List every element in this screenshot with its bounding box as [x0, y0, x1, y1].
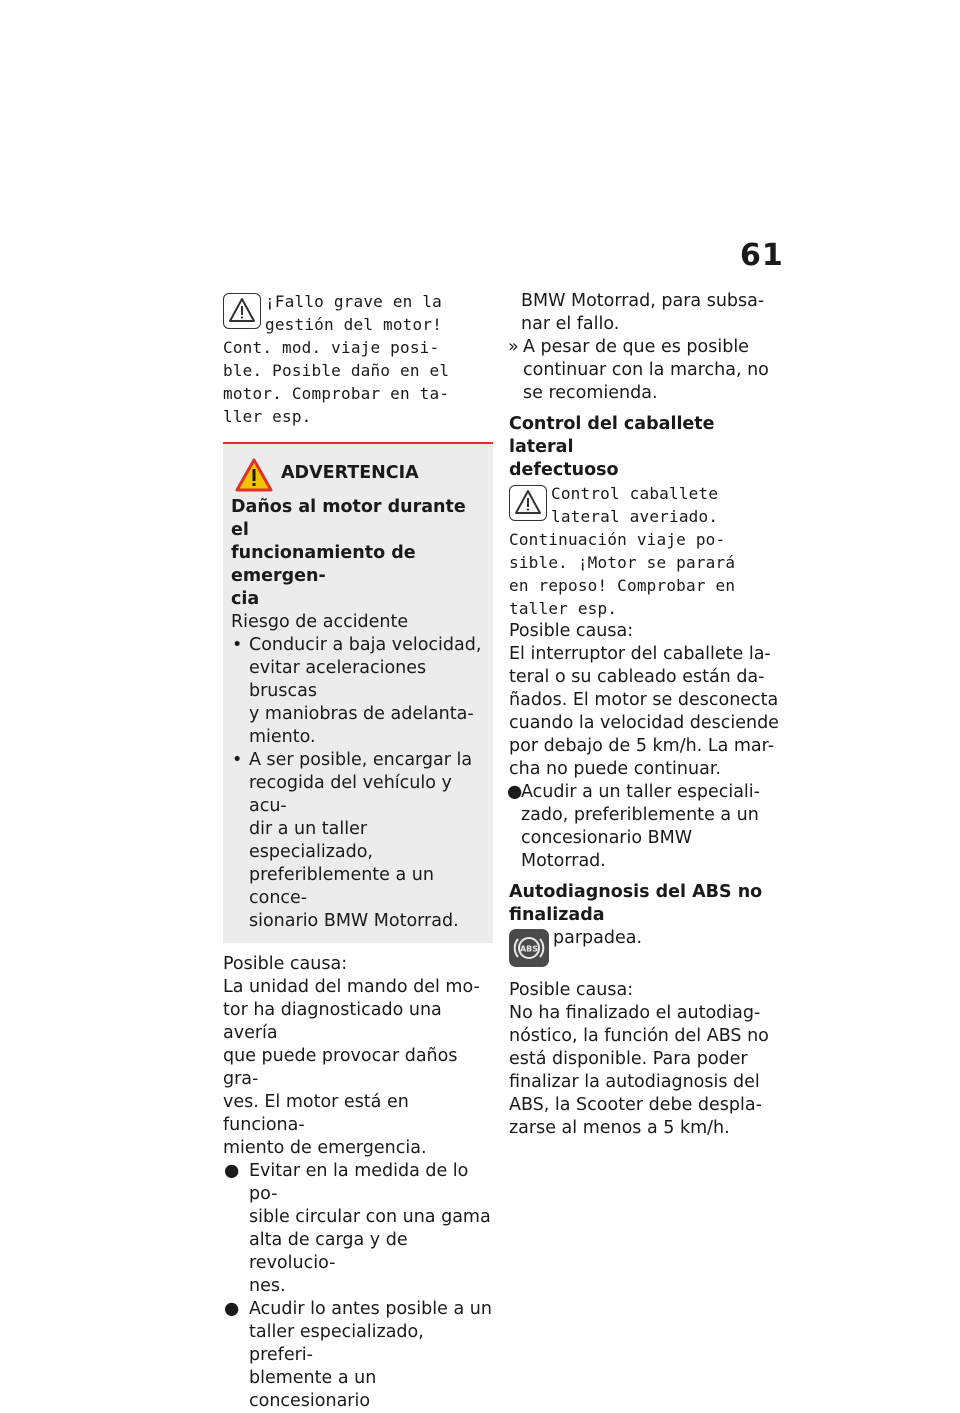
- warning-display-icon: [223, 293, 261, 329]
- bullet-icon: •: [232, 635, 243, 655]
- left-column: [223, 290, 493, 1413]
- bullet-line: y maniobras de adelanta-: [249, 704, 474, 724]
- display-line: ¡Fallo grave en la: [265, 292, 442, 311]
- display-line: Cont. mod. viaje posi-: [223, 338, 440, 357]
- section-title-line: Control del caballete lateral: [509, 414, 715, 457]
- warning-bullets: [231, 634, 483, 933]
- warning-heading-line: Daños al motor durante el: [231, 497, 466, 540]
- engine-fault-cause: [223, 953, 493, 1160]
- bullet-line: A ser posible, encargar la: [249, 750, 473, 770]
- result-line: se recomienda.: [523, 383, 658, 403]
- cause-line: La unidad del mando del mo-: [223, 977, 480, 997]
- cause-line: El interruptor del caballete la-: [509, 644, 771, 664]
- cause-line: zarse al menos a 5 km/h.: [509, 1118, 730, 1138]
- action-line: blemente a un concesionario: [249, 1368, 377, 1411]
- display-line: Control caballete: [551, 484, 719, 503]
- cause-line: ABS, la Scooter debe despla-: [509, 1095, 762, 1115]
- warning-title: ADVERTENCIA: [281, 463, 419, 483]
- result-list: [509, 336, 781, 405]
- action-line: alta de carga y de revolucio-: [249, 1230, 408, 1273]
- bullet-icon: ●: [507, 782, 523, 802]
- display-line: taller esp.: [509, 599, 618, 618]
- display-line: Continuación viaje po-: [509, 530, 726, 549]
- warning-triangle-icon: [235, 458, 273, 492]
- warning-bullet: [231, 634, 483, 749]
- cause-line: por debajo de 5 km/h. La mar-: [509, 736, 775, 756]
- cause-line: ñados. El motor se desconecta: [509, 690, 779, 710]
- side-stand-actions: [509, 781, 781, 873]
- action-line: sible circular con una gama: [249, 1207, 491, 1227]
- abs-cause: [509, 979, 781, 1140]
- action-line: Acudir a un taller especiali-: [521, 782, 760, 802]
- display-line: ble. Posible daño en el: [223, 361, 450, 380]
- cause-line: miento de emergencia.: [223, 1138, 427, 1158]
- action-line: taller especializado, preferi-: [249, 1322, 424, 1365]
- cause-line: nóstico, la función del ABS no: [509, 1026, 769, 1046]
- abs-icon-label: ABS: [519, 944, 539, 954]
- cause-label: Posible causa:: [509, 621, 634, 641]
- action-item: [509, 781, 781, 873]
- side-stand-display-message: [509, 482, 781, 620]
- display-line: gestión del motor!: [265, 315, 442, 334]
- abs-indicator-row: [509, 927, 781, 973]
- action-item: [223, 1160, 493, 1298]
- continued-text: [509, 290, 781, 336]
- result-line: A pesar de que es posible: [523, 337, 749, 357]
- abs-indicator-text: parpadea.: [553, 928, 643, 948]
- bullet-line: recogida del vehículo y acu-: [249, 773, 452, 816]
- bullet-icon: ●: [224, 1161, 240, 1181]
- bullet-line: preferiblemente a un conce-: [249, 865, 434, 908]
- warning-risk: Riesgo de accidente: [231, 612, 409, 632]
- warning-heading: [231, 496, 483, 611]
- abs-warning-icon: [509, 929, 549, 967]
- bullet-line: dir a un taller especializado,: [249, 819, 373, 862]
- warning-heading-line: funcionamiento de emergen-: [231, 543, 416, 586]
- continued-line: BMW Motorrad, para subsa-: [521, 291, 765, 311]
- section-title-line: Autodiagnosis del ABS no: [509, 882, 763, 902]
- warning-header: [231, 458, 483, 496]
- action-line: zado, preferiblemente a un: [521, 805, 759, 825]
- warning-box: [223, 444, 493, 943]
- cause-line: que puede provocar daños gra-: [223, 1046, 458, 1089]
- result-item: [509, 336, 781, 405]
- engine-fault-actions: [223, 1160, 493, 1413]
- side-stand-cause: [509, 620, 781, 781]
- cause-label: Posible causa:: [223, 954, 348, 974]
- display-line: motor. Comprobar en ta-: [223, 384, 450, 403]
- display-line: lateral averiado.: [551, 507, 719, 526]
- bullet-line: evitar aceleraciones bruscas: [249, 658, 427, 701]
- arrow-result-icon: »: [508, 337, 519, 357]
- display-line: sible. ¡Motor se parará: [509, 553, 736, 572]
- section-title-line: finalizada: [509, 905, 605, 925]
- cause-line: cha no puede continuar.: [509, 759, 721, 779]
- bullet-icon: ●: [224, 1299, 240, 1319]
- action-line: Acudir lo antes posible a un: [249, 1299, 492, 1319]
- cause-line: teral o su cableado están da-: [509, 667, 765, 687]
- action-item: [223, 1298, 493, 1413]
- side-stand-section-title: [509, 413, 781, 482]
- bullet-line: miento.: [249, 727, 316, 747]
- bullet-line: sionario BMW Motorrad.: [249, 911, 459, 931]
- action-line: concesionario BMW Motorrad.: [521, 828, 693, 871]
- continued-line: nar el fallo.: [521, 314, 620, 334]
- bullet-icon: •: [232, 750, 243, 770]
- cause-line: tor ha diagnosticado una avería: [223, 1000, 442, 1043]
- page-number: 61: [740, 238, 784, 273]
- cause-line: No ha finalizado el autodiag-: [509, 1003, 761, 1023]
- section-title-line: defectuoso: [509, 460, 619, 480]
- warning-display-icon: [509, 485, 547, 521]
- display-line: ller esp.: [223, 407, 312, 426]
- bullet-line: Conducir a baja velocidad,: [249, 635, 482, 655]
- warning-bullet: [231, 749, 483, 933]
- cause-label: Posible causa:: [509, 980, 634, 1000]
- engine-fault-display-message: [223, 290, 493, 428]
- action-line: nes.: [249, 1276, 286, 1296]
- cause-line: cuando la velocidad desciende: [509, 713, 779, 733]
- result-line: continuar con la marcha, no: [523, 360, 769, 380]
- cause-line: está disponible. Para poder: [509, 1049, 748, 1069]
- right-column: [509, 290, 781, 1140]
- warning-heading-line: cia: [231, 589, 260, 609]
- cause-line: ves. El motor está en funciona-: [223, 1092, 409, 1135]
- abs-section-title: [509, 881, 781, 927]
- action-line: Evitar en la medida de lo po-: [249, 1161, 469, 1204]
- cause-line: finalizar la autodiagnosis del: [509, 1072, 760, 1092]
- display-line: en reposo! Comprobar en: [509, 576, 736, 595]
